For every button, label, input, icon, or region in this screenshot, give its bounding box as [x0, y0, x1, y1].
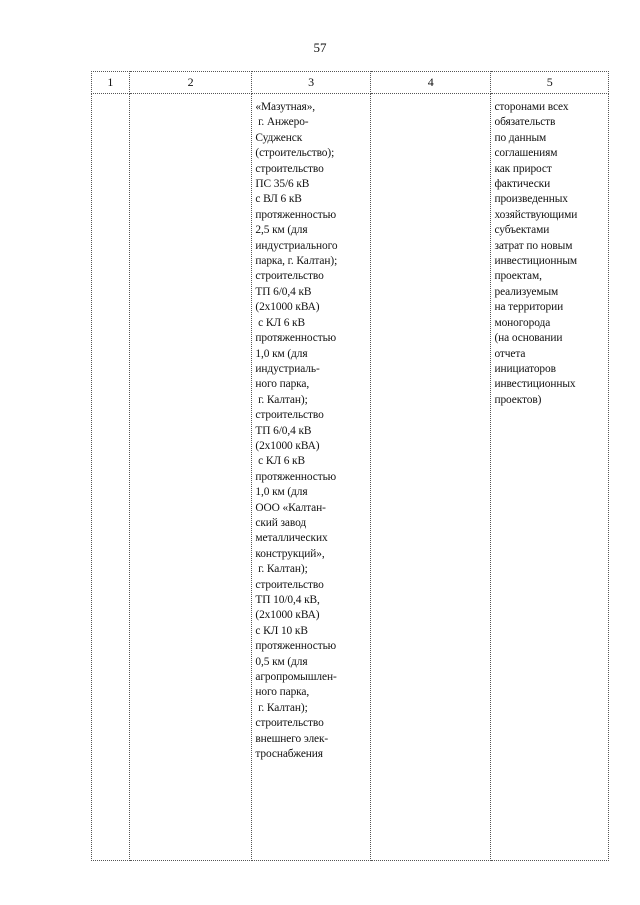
table-cell-col2 — [129, 94, 252, 861]
table-header-row — [92, 72, 609, 94]
table-cell-col1 — [92, 94, 130, 861]
page-number: 57 — [313, 40, 327, 55]
column-header-2: 2 — [129, 72, 252, 94]
table-row — [92, 94, 609, 861]
table-cell-col5 — [491, 94, 609, 861]
column-header-3: 3 — [252, 72, 371, 94]
data-table — [91, 71, 609, 861]
column-header-1: 1 — [92, 72, 130, 94]
table-cell-col3 — [252, 94, 371, 861]
cell-text-col3: «Мазутная», г. Анжеро- Судженск (строительство); строительство ПС 35/6 кВ с ВЛ 6 кВ протяженностью 2,5 км (для индустриального парка, г. Калтан); строительство ТП 6/0,4 кВ (2х1000 кВА) с КЛ 6 кВ протяженностью 1,0 км (для индустриаль- ного парка, г. Калтан); строительство ТП 6/0,4 кВ (2х1000 кВА) с КЛ 6 кВ протяженностью 1,0 км (для ООО «Калтан- ский завод металлических конструкций», г. Калтан); строительство ТП 10/0,4 кВ, (2х1000 кВА) с КЛ 10 кВ протяженностью 0,5 км (для агропромышлен- ного парка, г. Калтан); строительство внешнего элек- троснабжения — [255, 101, 338, 761]
column-header-5: 5 — [491, 72, 609, 94]
cell-text-col5: сторонами всех обязательств по данным соглашениям как прирост фактически произведенных хозяйствующими субъектами затрат по новым инвестиционным проектам, реализуемым на территории моногорода (на основании отчета инициаторов инвестиционных проектов) — [494, 101, 578, 406]
table-cell-col4 — [370, 94, 491, 861]
column-header-4: 4 — [370, 72, 491, 94]
